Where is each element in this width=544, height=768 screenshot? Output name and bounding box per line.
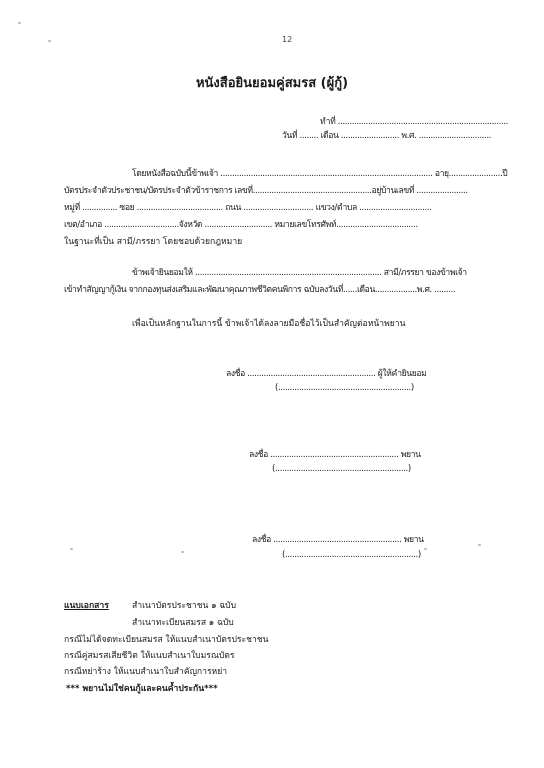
note-deceased: กรณีคู่สมรสเสียชีวิต ให้แนบสำเนาใบมรณบัตร bbox=[64, 651, 235, 661]
date-line: วันที่ ........ เดือน ......................... พ.ศ. ............................... bbox=[282, 131, 491, 141]
scan-speck bbox=[48, 40, 51, 42]
page-number: 12 bbox=[282, 35, 293, 44]
note-unregistered: กรณีไม่ได้จดทะเบียนสมรส ให้แนบสำเนาบัตรประชาชน bbox=[64, 635, 269, 645]
scan-speck bbox=[70, 548, 73, 550]
attachments-label: แนบเอกสาร bbox=[64, 601, 109, 611]
body-line-status: ในฐานะที่เป็น สามี/ภรรยา โดยชอบด้วยกฎหมาย bbox=[64, 237, 243, 247]
scan-speck bbox=[478, 544, 481, 546]
consent-line-1: ข้าพเจ้ายินยอมให้ ................................................................................ สามี/ภรรยา ของข้าพเจ้า bbox=[132, 268, 467, 278]
attachment-id-card: สำเนาบัตรประชาชน ๑ ฉบับ bbox=[132, 601, 237, 611]
place-line: ทำที่ ......................................................................... bbox=[320, 117, 508, 127]
body-line-district: เขต/อำเภอ ................................จังหวัด ............................. หมายเลขโทรศัพท์................................... bbox=[64, 220, 418, 230]
consent-line-2: เข้าทำสัญญากู้เงิน จากกองทุนส่งเสริมและพัฒนาคุณภาพชีวิตคนพิการ ฉบับลงวันที่......เดือน..................พ.ศ. ......... bbox=[64, 285, 456, 295]
signature-consenter: ลงชื่อ ....................................................... ผู้ให้คำยินยอม bbox=[226, 369, 427, 379]
evidence-line: เพื่อเป็นหลักฐานในการนี้ ข้าพเจ้าได้ลงลายมือชื่อไว้เป็นสำคัญต่อหน้าพยาน bbox=[132, 319, 406, 329]
scan-speck bbox=[181, 551, 184, 553]
scan-speck bbox=[424, 548, 427, 550]
body-line-address: หมู่ที่ ............... ซอย ..................................... ถนน .............................. แขวง/ตำบล ............................... bbox=[64, 203, 432, 213]
signature-witness-1-name: (.........................................................) bbox=[272, 464, 411, 474]
body-line-id-card: บัตรประจำตัวประชาชน/บัตรประจำตัวข้าราชการ เลขที่...................................................อยู่บ้านเลขที่ ...................... bbox=[64, 186, 468, 196]
witness-warning: *** พยานไม่ใช่คนกู้และคนค้ำประกัน*** bbox=[66, 684, 218, 694]
body-line-name-age: โดยหนังสือฉบับนี้ข้าพเจ้า ........................................................................................... อายุ.......................ปี bbox=[132, 169, 508, 179]
document-title: หนังสือยินยอมคู่สมรส (ผู้กู้) bbox=[195, 76, 349, 91]
attachment-marriage-cert: สำเนาทะเบียนสมรส ๑ ฉบับ bbox=[132, 618, 234, 628]
scan-speck bbox=[18, 22, 21, 24]
signature-witness-2-name: (.........................................................) bbox=[282, 550, 421, 560]
note-divorced: กรณีหย่าร้าง ให้แนบสำเนาใบสำคัญการหย่า bbox=[64, 667, 228, 677]
signature-witness-1: ลงชื่อ ....................................................... พยาน bbox=[249, 450, 421, 460]
signature-consenter-name: (.........................................................) bbox=[275, 383, 414, 393]
signature-witness-2: ลงชื่อ ....................................................... พยาน bbox=[252, 535, 424, 545]
